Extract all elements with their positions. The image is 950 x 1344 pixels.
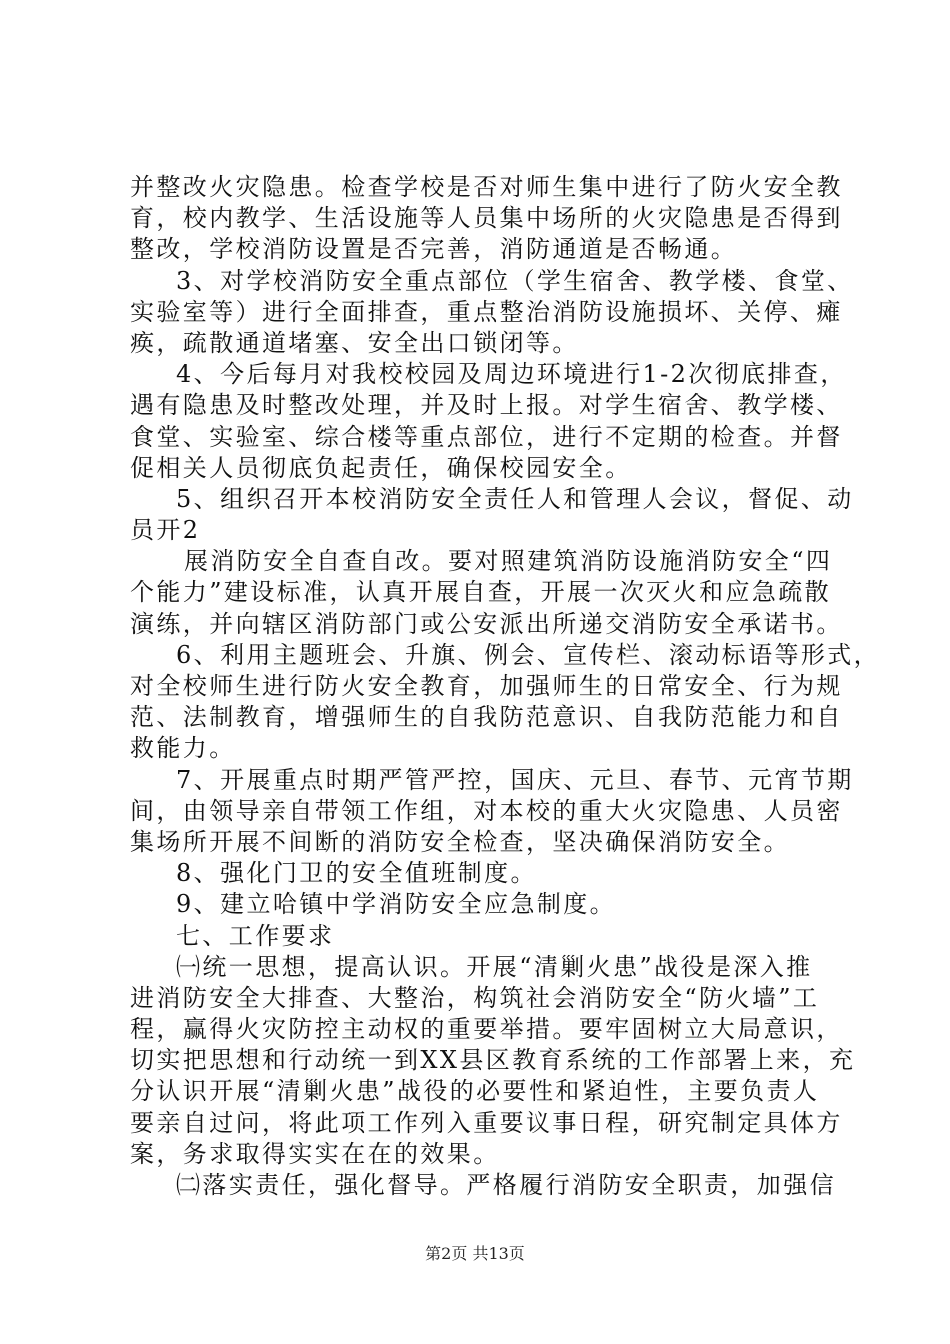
text-line: 分认识开展“清剿火患”战役的必要性和紧迫性，主要负责人 <box>130 1077 820 1106</box>
text-line: 9、建立哈镇中学消防安全应急制度。 <box>176 890 617 919</box>
text-line: 4、今后每月对我校校园及周边环境进行1-2次彻底排查， <box>176 360 847 389</box>
text-line: ㈡落实责任，强化督导。严格履行消防安全职责，加强信 <box>176 1171 836 1199</box>
text-line: 间，由领导亲自带领工作组，对本校的重大火灾隐患、人员密 <box>130 796 843 825</box>
text-line: 要亲自过问，将此项工作列入重要议事日程，研究制定具体方 <box>130 1108 843 1137</box>
text-line: 并整改火灾隐患。检查学校是否对师生集中进行了防火安全教 <box>130 173 843 201</box>
text-line: 集场所开展不间断的消防安全检查，坚决确保消防安全。 <box>130 827 790 856</box>
text-line: 遇有隐患及时整改处理，并及时上报。对学生宿舍、教学楼、 <box>130 391 843 420</box>
text-line: 个能力”建设标准，认真开展自查，开展一次灭火和应急疏散 <box>130 578 832 607</box>
text-line: 程，赢得火灾防控主动权的重要举措。要牢固树立大局意识， <box>130 1015 843 1044</box>
text-line: 切实把思想和行动统一到XX县区教育系统的工作部署上来，充 <box>130 1046 856 1075</box>
text-line: 展消防安全自查自改。要对照建筑消防设施消防安全“四 <box>184 547 833 576</box>
text-line: 范、法制教育，增强师生的自我防范意识、自我防范能力和自 <box>130 703 843 732</box>
text-line: 员开2 <box>130 516 201 545</box>
section-heading: 七、工作要求 <box>176 921 335 950</box>
text-line: 实验室等）进行全面排查，重点整治消防设施损坏、关停、瘫 <box>130 297 843 326</box>
text-line: 对全校师生进行防火安全教育，加强师生的日常安全、行为规 <box>130 672 843 700</box>
text-line: 痪，疏散通道堵塞、安全出口锁闭等。 <box>130 328 579 357</box>
text-line: 7、开展重点时期严管严控，国庆、元旦、春节、元宵节期 <box>176 765 854 794</box>
text-line: ㈠统一思想，提高认识。开展“清剿火患”战役是深入推 <box>176 952 813 981</box>
text-line: 育，校内教学、生活设施等人员集中场所的火灾隐患是否得到 <box>130 204 843 233</box>
text-line: 8、强化门卫的安全值班制度。 <box>176 859 537 888</box>
text-line: 演练，并向辖区消防部门或公安派出所递交消防安全承诺书。 <box>130 609 843 638</box>
text-line: 6、利用主题班会、升旗、例会、宣传栏、滚动标语等形式， <box>176 640 881 669</box>
document-body <box>130 172 881 1201</box>
text-line: 食堂、实验室、综合楼等重点部位，进行不定期的检查。并督 <box>130 422 843 451</box>
text-line: 整改，学校消防设置是否完善，消防通道是否畅通。 <box>130 235 738 264</box>
text-line: 进消防安全大排查、大整治，构筑社会消防安全“防火墙”工 <box>130 983 820 1012</box>
page-number-footer: 第2页 共13页 <box>425 1244 525 1263</box>
text-line: 5、组织召开本校消防安全责任人和管理人会议，督促、动 <box>176 484 854 513</box>
text-line: 案，务求取得实实在在的效果。 <box>130 1139 500 1168</box>
text-line: 救能力。 <box>130 734 236 763</box>
text-line: 3、对学校消防安全重点部位（学生宿舍、教学楼、食堂、 <box>176 266 854 295</box>
text-line: 促相关人员彻底负起责任，确保校园安全。 <box>130 453 632 482</box>
